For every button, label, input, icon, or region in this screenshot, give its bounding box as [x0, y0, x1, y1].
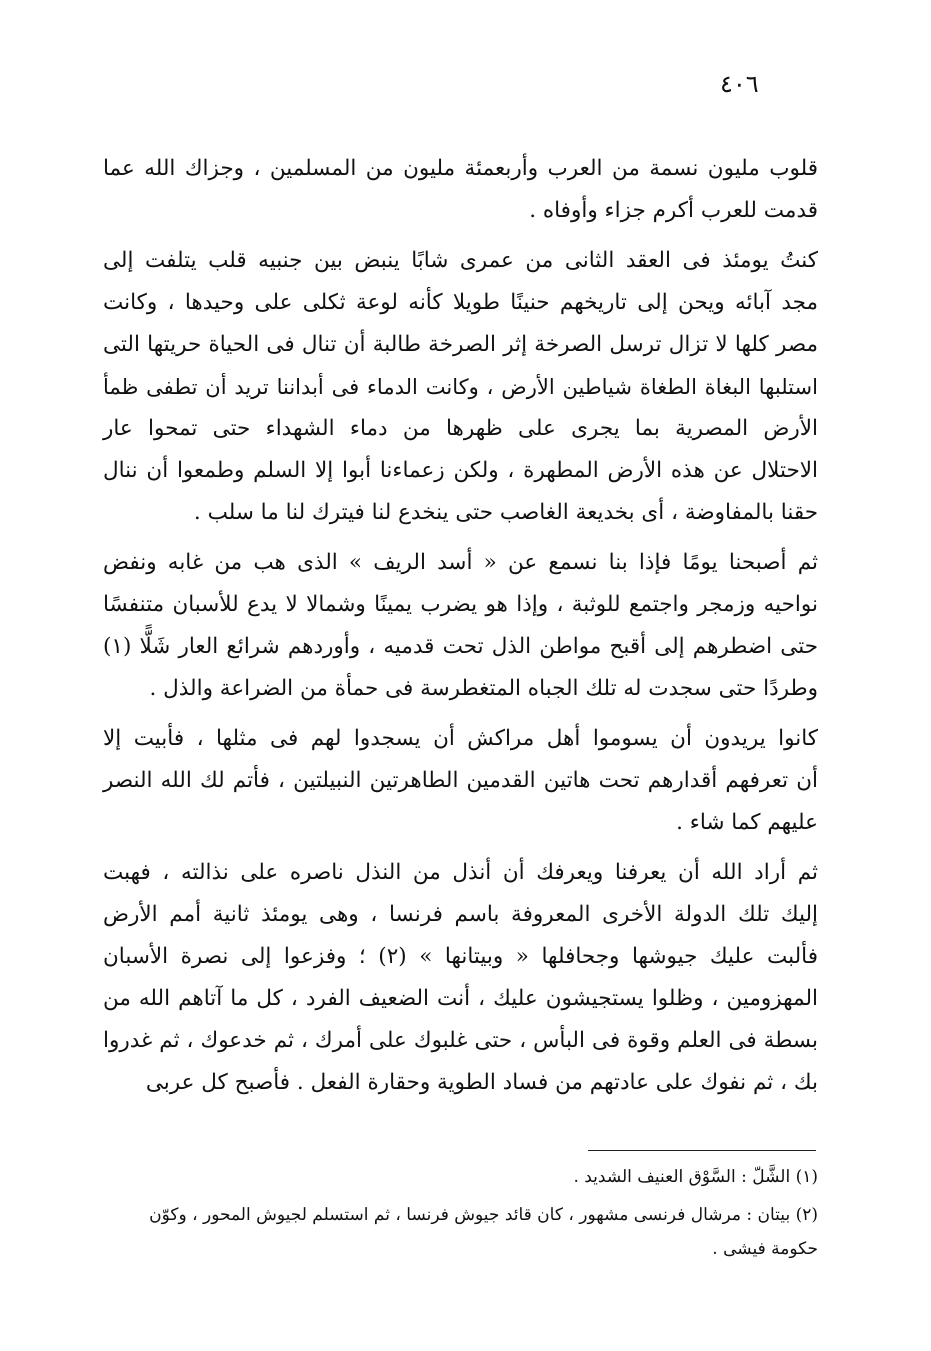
text-line: عليهم كما شاء . [676, 810, 818, 835]
text-line: حتى اضطرهم إلى أقبح مواطن الذل تحت قدميه ، وأوردهم شرائع العار شَلًّا (١) [103, 634, 818, 659]
paragraph [103, 240, 818, 534]
footnote [103, 1160, 818, 1194]
text-line: مصر كلها لا تزال ترسل الصرخة إثر الصرخة طالبة أن تنال فى الحياة حريتها التى [103, 332, 818, 357]
text-line: المهزومين ، وظلوا يستجيشون عليك ، أنت الضعيف الفرد ، كل ما آتاهم الله من [103, 986, 818, 1011]
page-number: ٤٠٦ [720, 70, 759, 98]
text-line: الاحتلال عن هذه الأرض المطهرة ، ولكن زعماءنا أبوا إلا السلم وطمعوا أن ننال [103, 458, 818, 483]
footnotes [103, 1160, 818, 1270]
footnote-line: (١) الشَّلّ : السَّوْق العنيف الشديد . [573, 1167, 818, 1187]
paragraph [103, 718, 818, 844]
text-line: استلبها البغاة الطغاة شياطين الأرض ، وكانت الدماء فى أبداننا تريد أن تطفى ظمأ [103, 374, 818, 399]
body-text [103, 148, 818, 1104]
text-line: قدمت للعرب أكرم جزاء وأوفاه . [529, 198, 818, 223]
text-line: مجد آبائه ويحن إلى تاريخهم حنينًا طويلا كأنه لوعة ثكلى على وحيدها ، وكانت [103, 290, 818, 315]
text-line: بسطة فى العلم وقوة فى البأس ، حتى غلبوك على أمرك ، ثم خدعوك ، ثم غدروا [103, 1028, 818, 1053]
paragraph [103, 852, 818, 1104]
footnote [103, 1198, 818, 1266]
text-line: نواحيه وزمجر واجتمع للوثبة ، وإذا هو يضرب يمينًا وشمالا لا يدع للأسبان متنفسًا [103, 592, 818, 617]
text-line: فألبت عليك جيوشها وجحافلها « وبيتانها » (٢) ؛ وفزعوا إلى نصرة الأسبان [103, 944, 818, 969]
paragraph [103, 542, 818, 710]
footnote-divider [588, 1150, 816, 1151]
text-line: كانوا يريدون أن يسوموا أهل مراكش أن يسجدوا لهم فى مثلها ، فأبيت إلا [103, 726, 818, 751]
text-line: أن تعرفهم أقدارهم تحت هاتين القدمين الطاهرتين النبيلتين ، فأتم لك الله النصر [103, 768, 818, 793]
text-line: إليك تلك الدولة الأخرى المعروفة باسم فرنسا ، وهى يومئذ ثانية أمم الأرض [103, 902, 818, 927]
text-line: الأرض المصرية بما يجرى على ظهرها من دماء الشهداء حتى تمحوا عار [103, 416, 818, 441]
text-line: ثم أراد الله أن يعرفنا ويعرفك أن أنذل من النذل ناصره على نذالته ، فهبت [103, 860, 818, 885]
text-line: بك ، ثم نفوك على عادتهم من فساد الطوية وحقارة الفعل . فأصبح كل عربى [145, 1070, 818, 1095]
footnote-line: (٢) بيتان : مرشال فرنسى مشهور ، كان قائد جيوش فرنسا ، ثم استسلم لجيوش المحور ، وكوّن [149, 1205, 818, 1225]
paragraph [103, 148, 818, 232]
text-line: وطردًا حتى سجدت له تلك الجباه المتغطرسة فى حمأة من الضراعة والذل . [149, 676, 818, 701]
text-line: قلوب مليون نسمة من العرب وأربعمئة مليون من المسلمين ، وجزاك الله عما [103, 156, 818, 181]
text-line: ثم أصبحنا يومًا فإذا بنا نسمع عن « أسد الريف » الذى هب من غابه ونفض [103, 550, 818, 575]
text-line: كنتُ يومئذ فى العقد الثانى من عمرى شابًا ينبض بين جنبيه قلب يتلفت إلى [103, 248, 818, 273]
footnote-line: حكومة فيشى . [712, 1239, 818, 1259]
text-line: حقنا بالمفاوضة ، أى بخديعة الغاصب حتى ينخدع لنا فيترك لنا ما سلب . [193, 500, 818, 525]
